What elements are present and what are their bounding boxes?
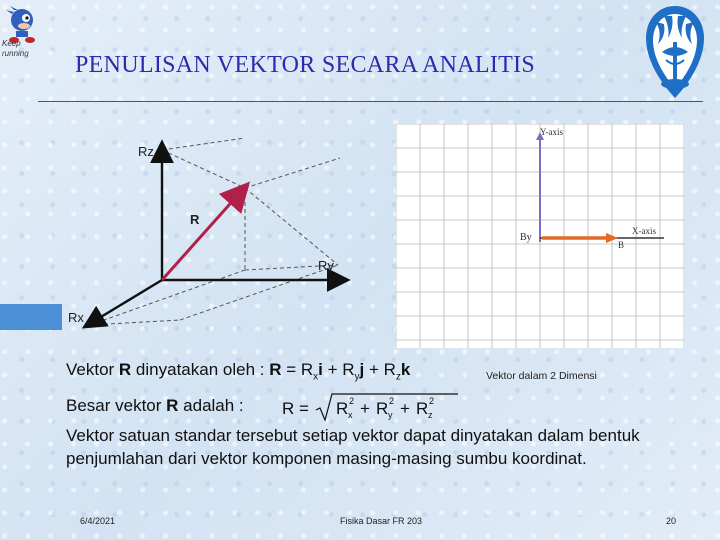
unit-vector-paragraph: Vektor satuan standar tersebut setiap vektor dapat dinyatakan dalam bentuk penjumlahan dari vektor komponen masing-masing sumbu koordinat.: [66, 426, 640, 468]
slide-title: PENULISAN VEKTOR SECARA ANALITIS: [75, 52, 536, 78]
footer-date: 6/4/2021: [80, 516, 116, 526]
footer-course: Fisika Dasar FR 203: [340, 516, 423, 526]
university-emblem-icon: [640, 2, 710, 102]
title-divider: [38, 101, 703, 102]
svg-text:+: +: [400, 399, 410, 418]
r-label: R: [190, 212, 200, 227]
chart-b-label: B: [618, 240, 625, 250]
construction-lines: [90, 138, 340, 325]
rx-label: Rx: [68, 310, 84, 325]
svg-text:y: y: [388, 410, 393, 420]
chart-y-axis-label: Y-axis: [540, 127, 563, 137]
magnitude-line: Besar vektor R adalah :: [66, 396, 244, 415]
svg-text:2: 2: [389, 396, 395, 406]
footer-page-number: 20: [666, 516, 677, 526]
accent-tab: [0, 304, 62, 330]
svg-text:2: 2: [349, 396, 355, 406]
vector-2d-chart: [396, 124, 684, 348]
svg-text:x: x: [348, 410, 353, 420]
chart-caption: Vektor dalam 2 Dimensi: [486, 370, 597, 382]
svg-text:2: 2: [429, 396, 435, 406]
svg-text:z: z: [428, 410, 433, 420]
chart-x-axis-label: X-axis: [632, 226, 656, 236]
chart-by-label: By: [520, 232, 532, 243]
resultant-vector: [162, 186, 246, 280]
ry-label: Ry: [318, 258, 334, 273]
svg-text:R: R: [416, 399, 429, 418]
svg-text:R: R: [336, 399, 349, 418]
vector-3d-diagram: [60, 120, 360, 345]
rz-label: Rz: [138, 144, 154, 159]
magnitude-formula: [280, 390, 460, 424]
vector-definition-line: Vektor R dinyatakan oleh : $R = R_xi + R_yj + R_zk$: [66, 360, 411, 383]
svg-text:R =: R =: [282, 399, 309, 418]
svg-text:R: R: [376, 399, 389, 418]
badge-text: Keep running: [2, 39, 29, 58]
svg-text:+: +: [360, 399, 370, 418]
